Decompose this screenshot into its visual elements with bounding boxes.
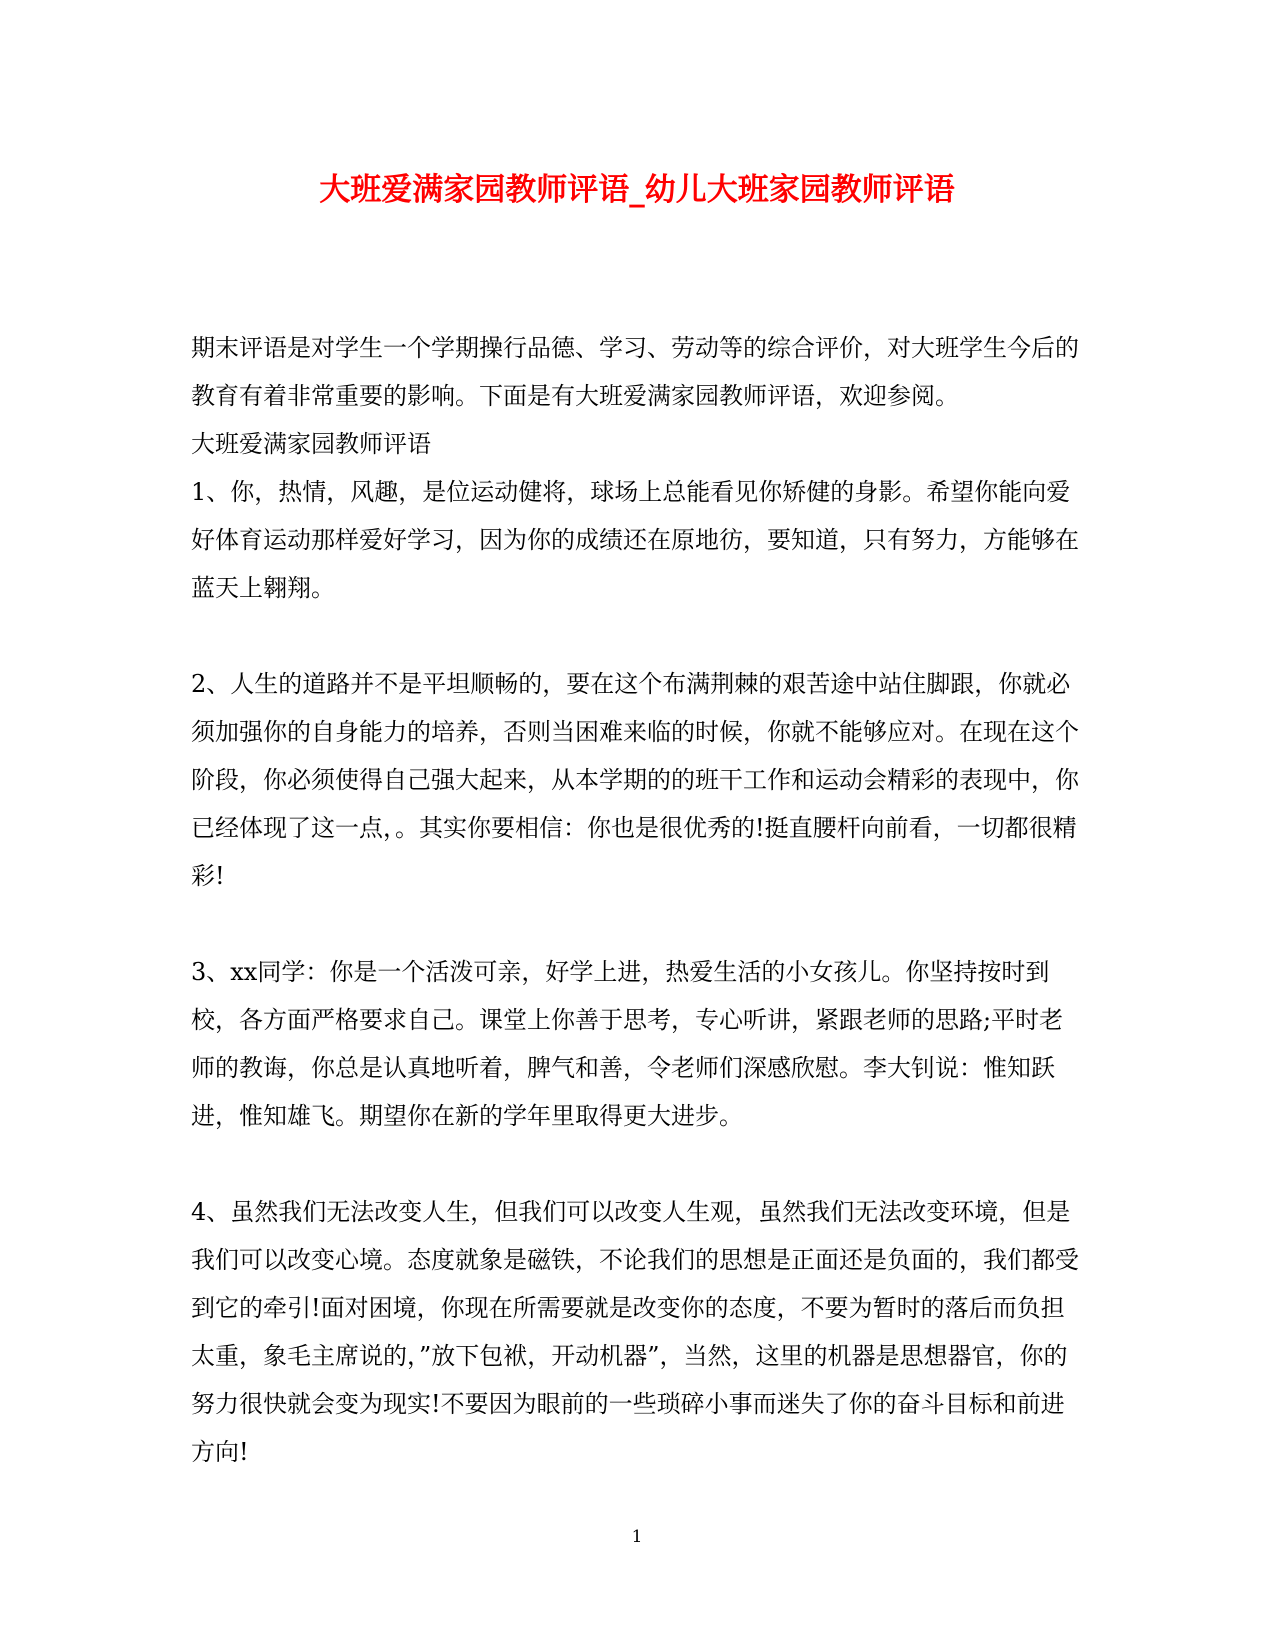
comment-paragraph-4: 4、虽然我们无法改变人生，但我们可以改变人生观，虽然我们无法改变环境，但是我们可以改变心境。态度就象是磁铁，不论我们的思想是正面还是负面的，我们都受到它的牵引!面对困境，你现在所需要就是改变你的态度，不要为暂时的落后而负担太重，象毛主席说的，”放下包袱，开动机器”，当然，这里的机器是思想器官，你的努力很快就会变为现实!不要因为眼前的一些琐碎小事而迷失了你的奋斗目标和前进方向!: [191, 1198, 1079, 1466]
section-subheading: 大班爱满家园教师评语: [191, 430, 431, 458]
intro-paragraph: 期末评语是对学生一个学期操行品德、学习、劳动等的综合评价，对大班学生今后的教育有着非常重要的影响。下面是有大班爱满家园教师评语，欢迎参阅。: [191, 334, 1079, 410]
page-number: 1: [631, 1527, 643, 1547]
comment-paragraph-1: 1、你，热情，风趣，是位运动健将，球场上总能看见你矫健的身影。希望你能向爱好体育运动那样爱好学习，因为你的成绩还在原地彷，要知道，只有努力，方能够在蓝天上翱翔。: [191, 478, 1079, 602]
document-title: 大班爱满家园教师评语_幼儿大班家园教师评语: [319, 172, 955, 208]
comment-paragraph-3: 3、xx同学：你是一个活泼可亲，好学上进，热爱生活的小女孩儿。你坚持按时到校，各方面严格要求自己。课堂上你善于思考，专心听讲，紧跟老师的思路;平时老师的教诲，你总是认真地听着，脾气和善，令老师们深感欣慰。李大钊说：惟知跃进，惟知雄飞。期望你在新的学年里取得更大进步。: [191, 958, 1064, 1130]
comment-paragraph-2: 2、人生的道路并不是平坦顺畅的，要在这个布满荆棘的艰苦途中站住脚跟，你就必须加强你的自身能力的培养，否则当困难来临的时候，你就不能够应对。在现在这个阶段，你必须使得自己强大起来，从本学期的的班干工作和运动会精彩的表现中，你已经体现了这一点，。其实你要相信：你也是很优秀的!挺直腰杆向前看，一切都很精彩!: [191, 670, 1079, 890]
document-body: [191, 324, 1081, 1476]
